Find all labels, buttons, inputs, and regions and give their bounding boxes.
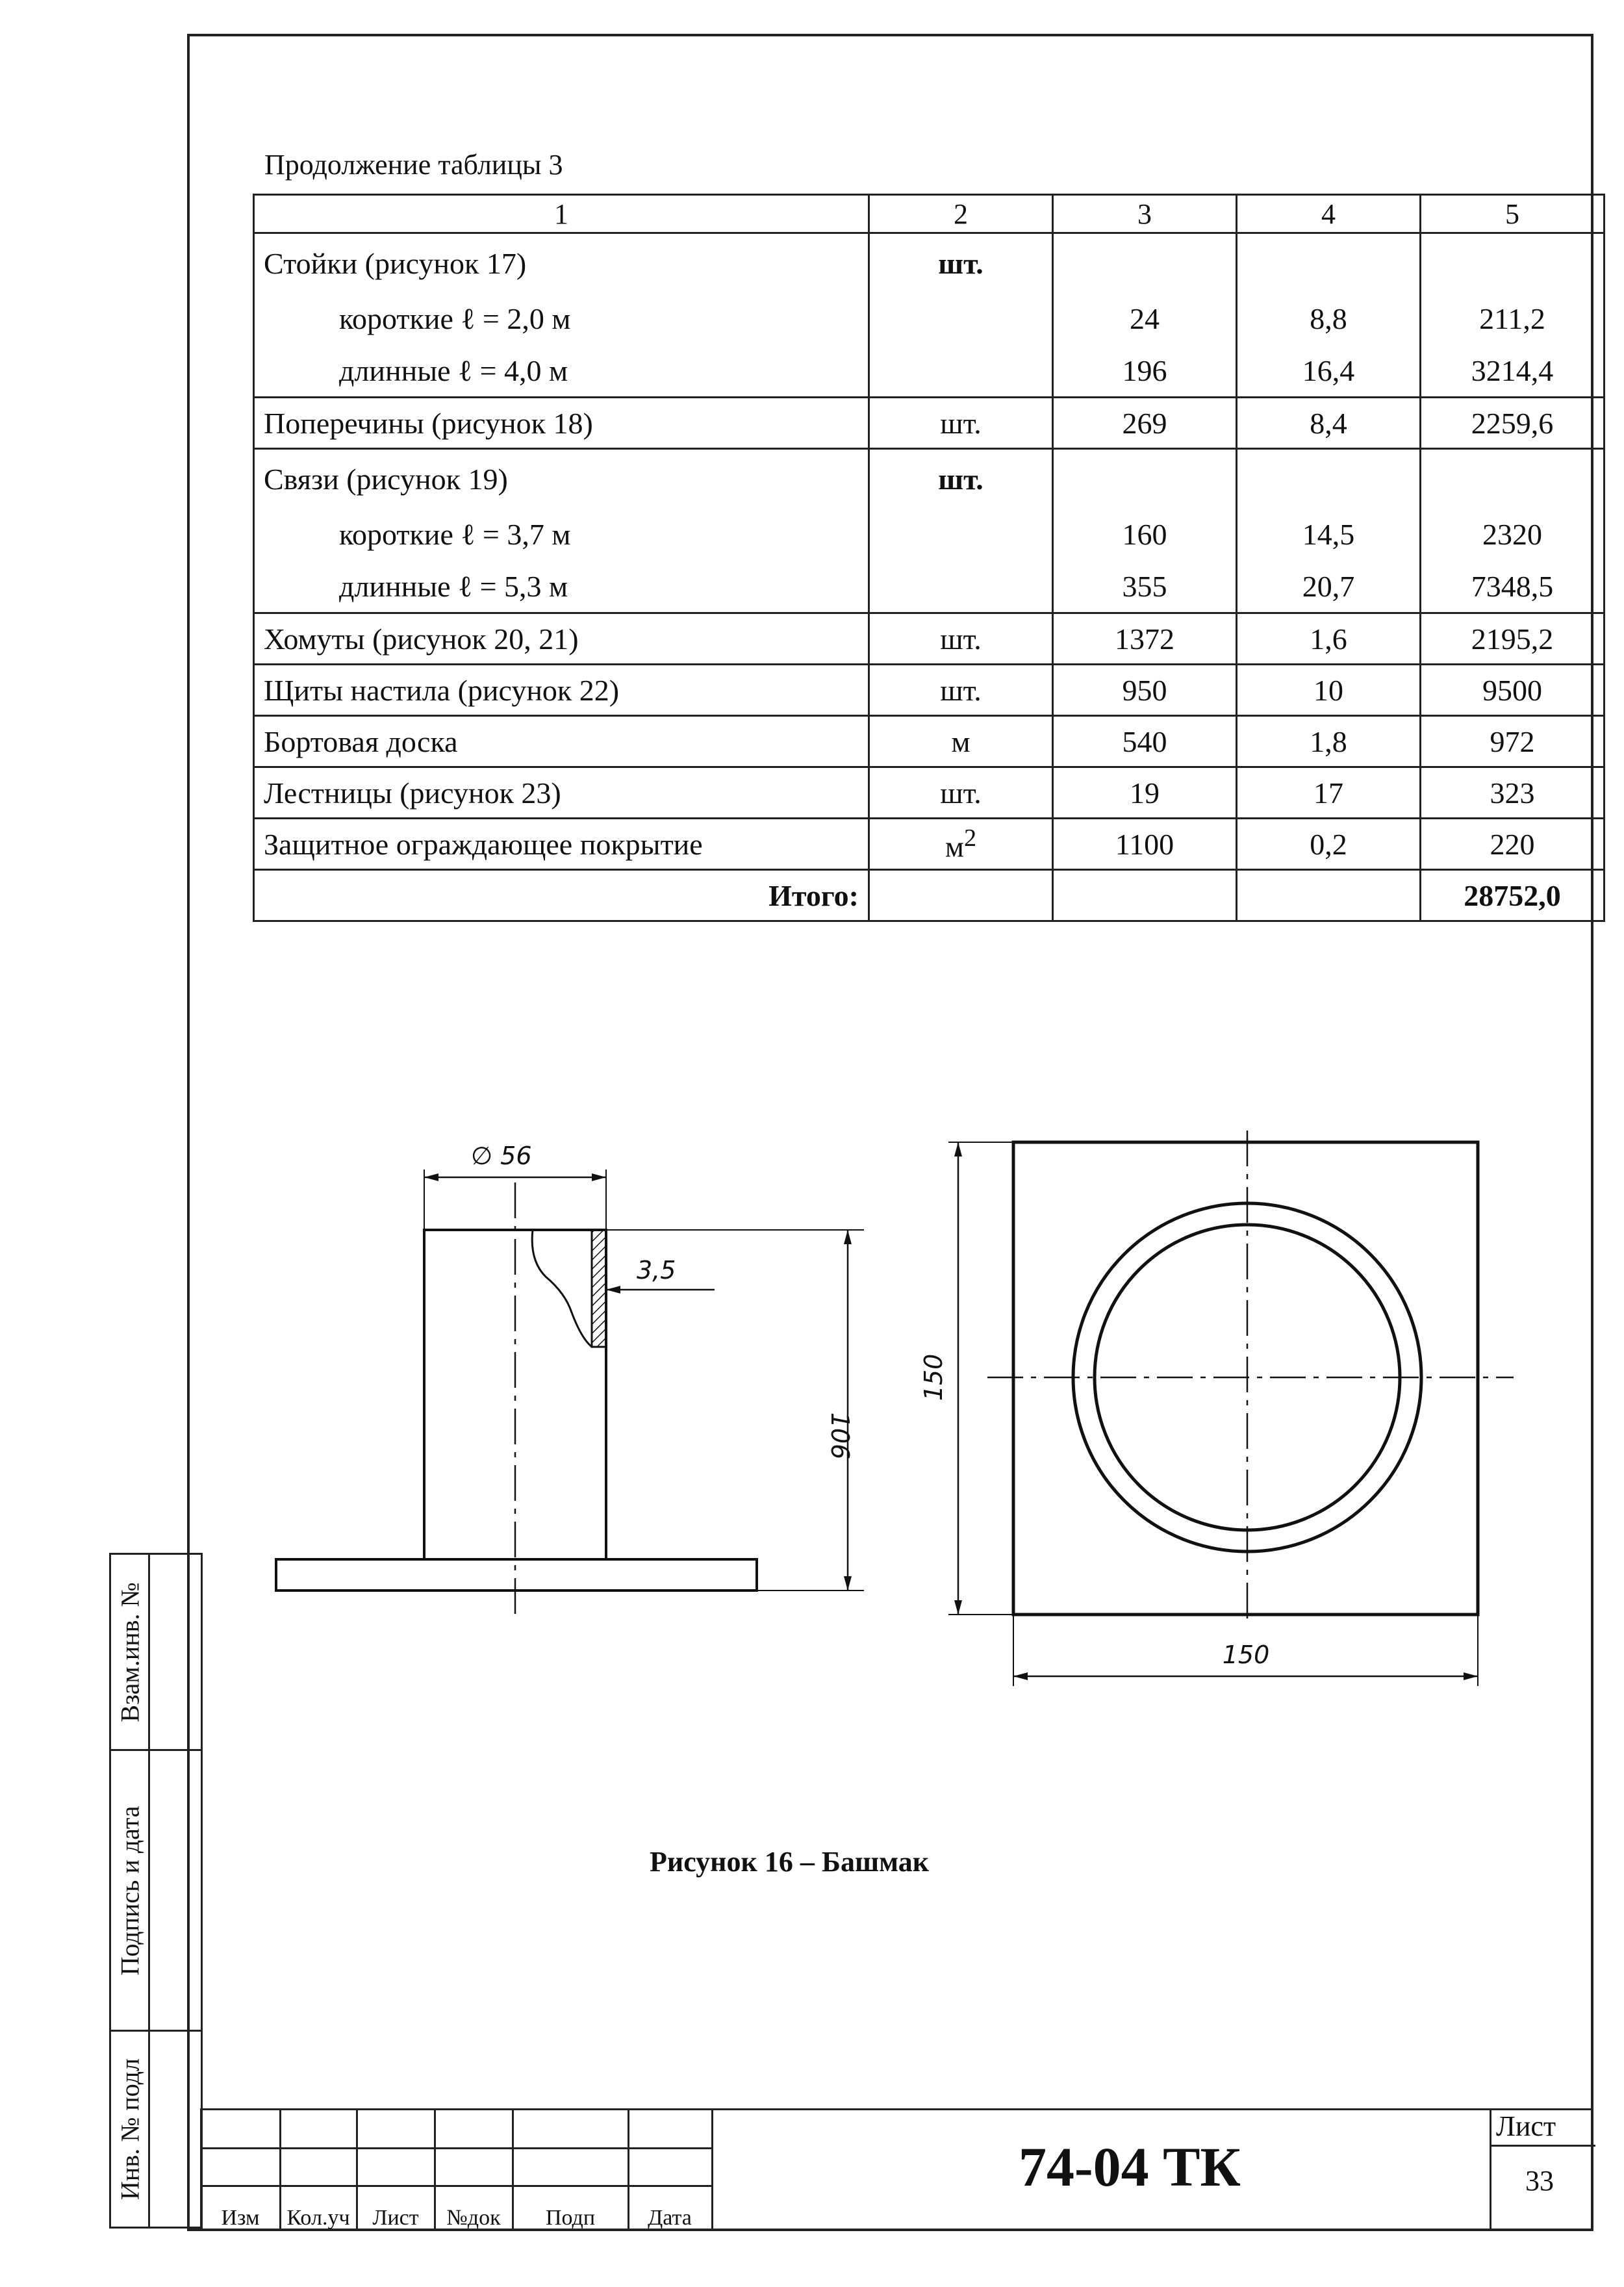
row-unit: шт. <box>869 233 1053 293</box>
row-qty: 540 <box>1053 716 1237 767</box>
row-empty <box>1053 449 1237 509</box>
dim-wall: 3,5 <box>637 1256 676 1284</box>
row-qty: 24 <box>1053 292 1237 344</box>
tb-label-list: Лист <box>372 2206 419 2230</box>
row-name: Стойки (рисунок 17) <box>254 233 869 293</box>
table-row <box>254 508 1605 560</box>
stamp-inv-label <box>111 2032 150 2227</box>
row-unit: шт. <box>869 398 1053 449</box>
row-mass: 1,8 <box>1237 716 1421 767</box>
row-mass: 8,8 <box>1237 292 1421 344</box>
row-empty <box>1237 870 1421 921</box>
row-qty: 1100 <box>1053 819 1237 870</box>
dim-plate-w: 150 <box>1222 1641 1270 1669</box>
row-mass: 20,7 <box>1237 560 1421 613</box>
row-name: Хомуты (рисунок 20, 21) <box>254 613 869 665</box>
row-empty <box>1053 870 1237 921</box>
side-stamp <box>109 1553 200 2229</box>
row-qty: 196 <box>1053 344 1237 398</box>
table-row <box>254 292 1605 344</box>
row-total: 3214,4 <box>1421 344 1605 398</box>
row-unit-cell <box>869 819 1053 870</box>
table-row <box>254 716 1605 767</box>
stamp-vzam-label <box>111 1555 150 1749</box>
row-name: Щиты настила (рисунок 22) <box>254 665 869 716</box>
table-row <box>254 449 1605 509</box>
plan-plate <box>1013 1142 1478 1615</box>
tb-line <box>711 2108 713 2231</box>
tb-line <box>356 2108 358 2231</box>
wall-section <box>592 1230 606 1347</box>
sheet-number: 33 <box>1525 2165 1554 2197</box>
break-line <box>532 1230 592 1347</box>
row-name: короткие ℓ = 3,7 м <box>254 508 869 560</box>
header-cell: 1 <box>254 195 869 233</box>
row-mass: 14,5 <box>1237 508 1421 560</box>
header-cell: 2 <box>869 195 1053 233</box>
tb-line <box>200 2147 713 2149</box>
row-name: длинные ℓ = 5,3 м <box>254 560 869 613</box>
table-row <box>254 233 1605 293</box>
sheet-label: Лист <box>1496 2110 1556 2142</box>
spec-table <box>253 194 1605 922</box>
row-total: 2259,6 <box>1421 398 1605 449</box>
row-name: Лестницы (рисунок 23) <box>254 767 869 819</box>
row-mass: 17 <box>1237 767 1421 819</box>
tb-line <box>434 2108 436 2231</box>
tb-label-podp: Подп <box>545 2206 596 2230</box>
tb-label-izm: Изм <box>221 2206 260 2230</box>
tb-label-data: Дата <box>648 2206 692 2230</box>
base-plate <box>276 1559 757 1591</box>
row-total: 9500 <box>1421 665 1605 716</box>
row-total: 7348,5 <box>1421 560 1605 613</box>
table-row <box>254 560 1605 613</box>
row-total: 220 <box>1421 819 1605 870</box>
row-unit: шт. <box>869 665 1053 716</box>
row-mass: 16,4 <box>1237 344 1421 398</box>
row-name: Поперечины (рисунок 18) <box>254 398 869 449</box>
stamp-podpis <box>109 1749 203 2032</box>
table-row <box>254 398 1605 449</box>
row-empty <box>869 508 1053 560</box>
row-empty <box>1053 233 1237 293</box>
row-empty <box>1421 449 1605 509</box>
table-total-row <box>254 870 1605 921</box>
row-empty <box>869 560 1053 613</box>
dim-height: 106 <box>826 1412 854 1460</box>
tb-line <box>628 2108 629 2231</box>
row-empty <box>869 344 1053 398</box>
total-value: 28752,0 <box>1421 870 1605 921</box>
row-name: Бортовая доска <box>254 716 869 767</box>
tb-label-ndok: №док <box>446 2206 501 2230</box>
row-name: Связи (рисунок 19) <box>254 449 869 509</box>
shoe-drawing <box>260 1105 1527 1754</box>
row-total: 211,2 <box>1421 292 1605 344</box>
header-cell: 5 <box>1421 195 1605 233</box>
row-unit: м <box>945 830 964 863</box>
row-name: Защитное ограждающее покрытие <box>254 819 869 870</box>
row-empty <box>869 292 1053 344</box>
row-qty: 19 <box>1053 767 1237 819</box>
row-qty: 1372 <box>1053 613 1237 665</box>
row-mass: 1,6 <box>1237 613 1421 665</box>
stamp-inv <box>109 2030 203 2229</box>
table-row <box>254 613 1605 665</box>
dim-plate-h: 150 <box>919 1353 948 1401</box>
row-unit-sup: 2 <box>963 824 977 852</box>
header-cell: 3 <box>1053 195 1237 233</box>
row-empty <box>869 870 1053 921</box>
tb-line <box>200 2185 713 2187</box>
row-unit: м <box>869 716 1053 767</box>
stamp-vzam-text: Взам.инв. № <box>115 1581 144 1722</box>
tb-line <box>1491 2145 1595 2147</box>
figure-caption: Рисунок 16 – Башмак <box>650 1846 930 1878</box>
table-row <box>254 767 1605 819</box>
row-mass: 0,2 <box>1237 819 1421 870</box>
row-mass: 10 <box>1237 665 1421 716</box>
tb-line <box>279 2108 281 2231</box>
title-block <box>200 2108 1593 2231</box>
stamp-podpis-text: Подпись и дата <box>115 1805 144 1976</box>
total-label: Итого: <box>254 870 869 921</box>
row-unit: шт. <box>869 613 1053 665</box>
row-total: 2320 <box>1421 508 1605 560</box>
tb-line <box>200 2108 202 2231</box>
table-header-row <box>254 195 1605 233</box>
tb-revision-grid <box>200 2108 713 2231</box>
table-row <box>254 819 1605 870</box>
row-empty <box>1237 233 1421 293</box>
tb-label-koluch: Кол.уч <box>286 2206 350 2230</box>
row-total: 2195,2 <box>1421 613 1605 665</box>
row-empty <box>1421 233 1605 293</box>
row-mass: 8,4 <box>1237 398 1421 449</box>
row-qty: 269 <box>1053 398 1237 449</box>
header-cell: 4 <box>1237 195 1421 233</box>
row-qty: 160 <box>1053 508 1237 560</box>
table-row <box>254 665 1605 716</box>
stamp-vzam <box>109 1553 203 1751</box>
row-empty <box>1237 449 1421 509</box>
row-unit: шт. <box>869 767 1053 819</box>
row-total: 972 <box>1421 716 1605 767</box>
row-name: короткие ℓ = 2,0 м <box>254 292 869 344</box>
page-frame-top <box>187 34 1593 36</box>
dim-diameter: ∅ 56 <box>471 1142 532 1170</box>
table-caption: Продолжение таблицы 3 <box>264 149 563 181</box>
row-name: длинные ℓ = 4,0 м <box>254 344 869 398</box>
stamp-podpis-label <box>111 1751 150 2030</box>
row-unit: шт. <box>869 449 1053 509</box>
stamp-inv-text: Инв. № подл <box>115 2058 144 2200</box>
row-total: 323 <box>1421 767 1605 819</box>
table-row <box>254 344 1605 398</box>
row-qty: 355 <box>1053 560 1237 613</box>
document-code: 74-04 ТК <box>1019 2136 1241 2198</box>
row-qty: 950 <box>1053 665 1237 716</box>
tb-line <box>512 2108 514 2231</box>
